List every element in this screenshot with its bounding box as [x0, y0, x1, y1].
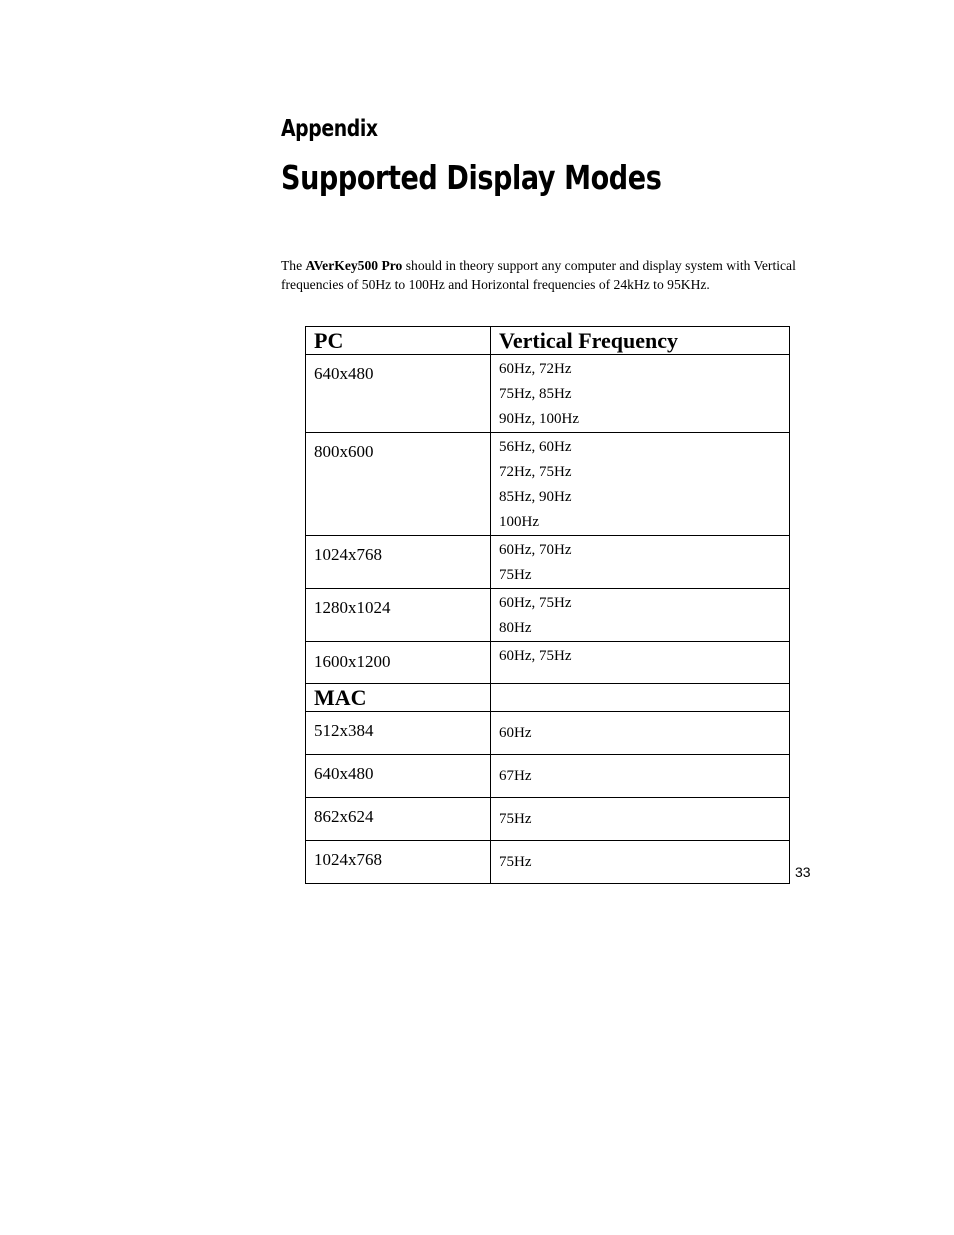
- frequency-line: 75Hz, 85Hz: [499, 386, 572, 402]
- frequency-cell: 67Hz: [491, 755, 790, 798]
- frequency-cell: [491, 355, 790, 433]
- resolution-cell: 800x600: [306, 433, 491, 536]
- resolution-cell: 862x624: [306, 798, 491, 841]
- intro-text-before: The: [281, 258, 306, 273]
- pc-header: PC: [306, 327, 491, 355]
- table-row: [306, 642, 790, 684]
- product-name: AVerKey500 Pro: [305, 258, 403, 273]
- frequency-line: 80Hz: [499, 620, 532, 636]
- table-row: [306, 589, 790, 642]
- mac-header-row: [306, 684, 790, 712]
- resolution-cell: 1024x768: [306, 841, 491, 884]
- frequency-line: 90Hz, 100Hz: [499, 411, 579, 427]
- frequency-cell: [491, 433, 790, 536]
- mac-header: MAC: [306, 684, 491, 712]
- resolution-cell: 640x480: [306, 355, 491, 433]
- table-row: [306, 712, 790, 755]
- table-row: [306, 755, 790, 798]
- page-number: 33: [795, 864, 811, 880]
- table-row: [306, 433, 790, 536]
- frequency-line: 75Hz: [499, 567, 532, 583]
- frequency-cell: 75Hz: [491, 798, 790, 841]
- frequency-line: 60Hz, 75Hz: [499, 595, 572, 611]
- pc-header-row: [306, 327, 790, 355]
- intro-paragraph: [281, 257, 803, 294]
- frequency-line: 60Hz, 75Hz: [499, 648, 572, 664]
- table-row: [306, 841, 790, 884]
- frequency-cell: 75Hz: [491, 841, 790, 884]
- table-row: [306, 536, 790, 589]
- frequency-cell: 60Hz: [491, 712, 790, 755]
- resolution-cell: 512x384: [306, 712, 491, 755]
- resolution-cell: 1024x768: [306, 536, 491, 589]
- frequency-line: 56Hz, 60Hz: [499, 439, 572, 455]
- table-row: [306, 798, 790, 841]
- intro-text-after: should in theory support any computer and display system with Vertical frequencies of 50Hz to 100Hz and Horizontal frequencies of 24kHz to 95KHz.: [281, 258, 796, 292]
- resolution-cell: 1280x1024: [306, 589, 491, 642]
- frequency-line: 85Hz, 90Hz: [499, 489, 572, 505]
- frequency-cell: [491, 589, 790, 642]
- frequency-line: 60Hz, 70Hz: [499, 542, 572, 558]
- frequency-line: 100Hz: [499, 514, 539, 530]
- table-row: [306, 355, 790, 433]
- frequency-cell: [491, 536, 790, 589]
- resolution-cell: 640x480: [306, 755, 491, 798]
- frequency-line: 72Hz, 75Hz: [499, 464, 572, 480]
- page-title: Supported Display Modes: [281, 158, 662, 197]
- mac-header-empty: [491, 684, 790, 712]
- frequency-cell: [491, 642, 790, 684]
- resolution-cell: 1600x1200: [306, 642, 491, 684]
- section-label: Appendix: [281, 116, 378, 142]
- frequency-line: 60Hz, 72Hz: [499, 361, 572, 377]
- display-modes-table: [305, 326, 790, 884]
- vertical-frequency-header: Vertical Frequency: [491, 327, 790, 355]
